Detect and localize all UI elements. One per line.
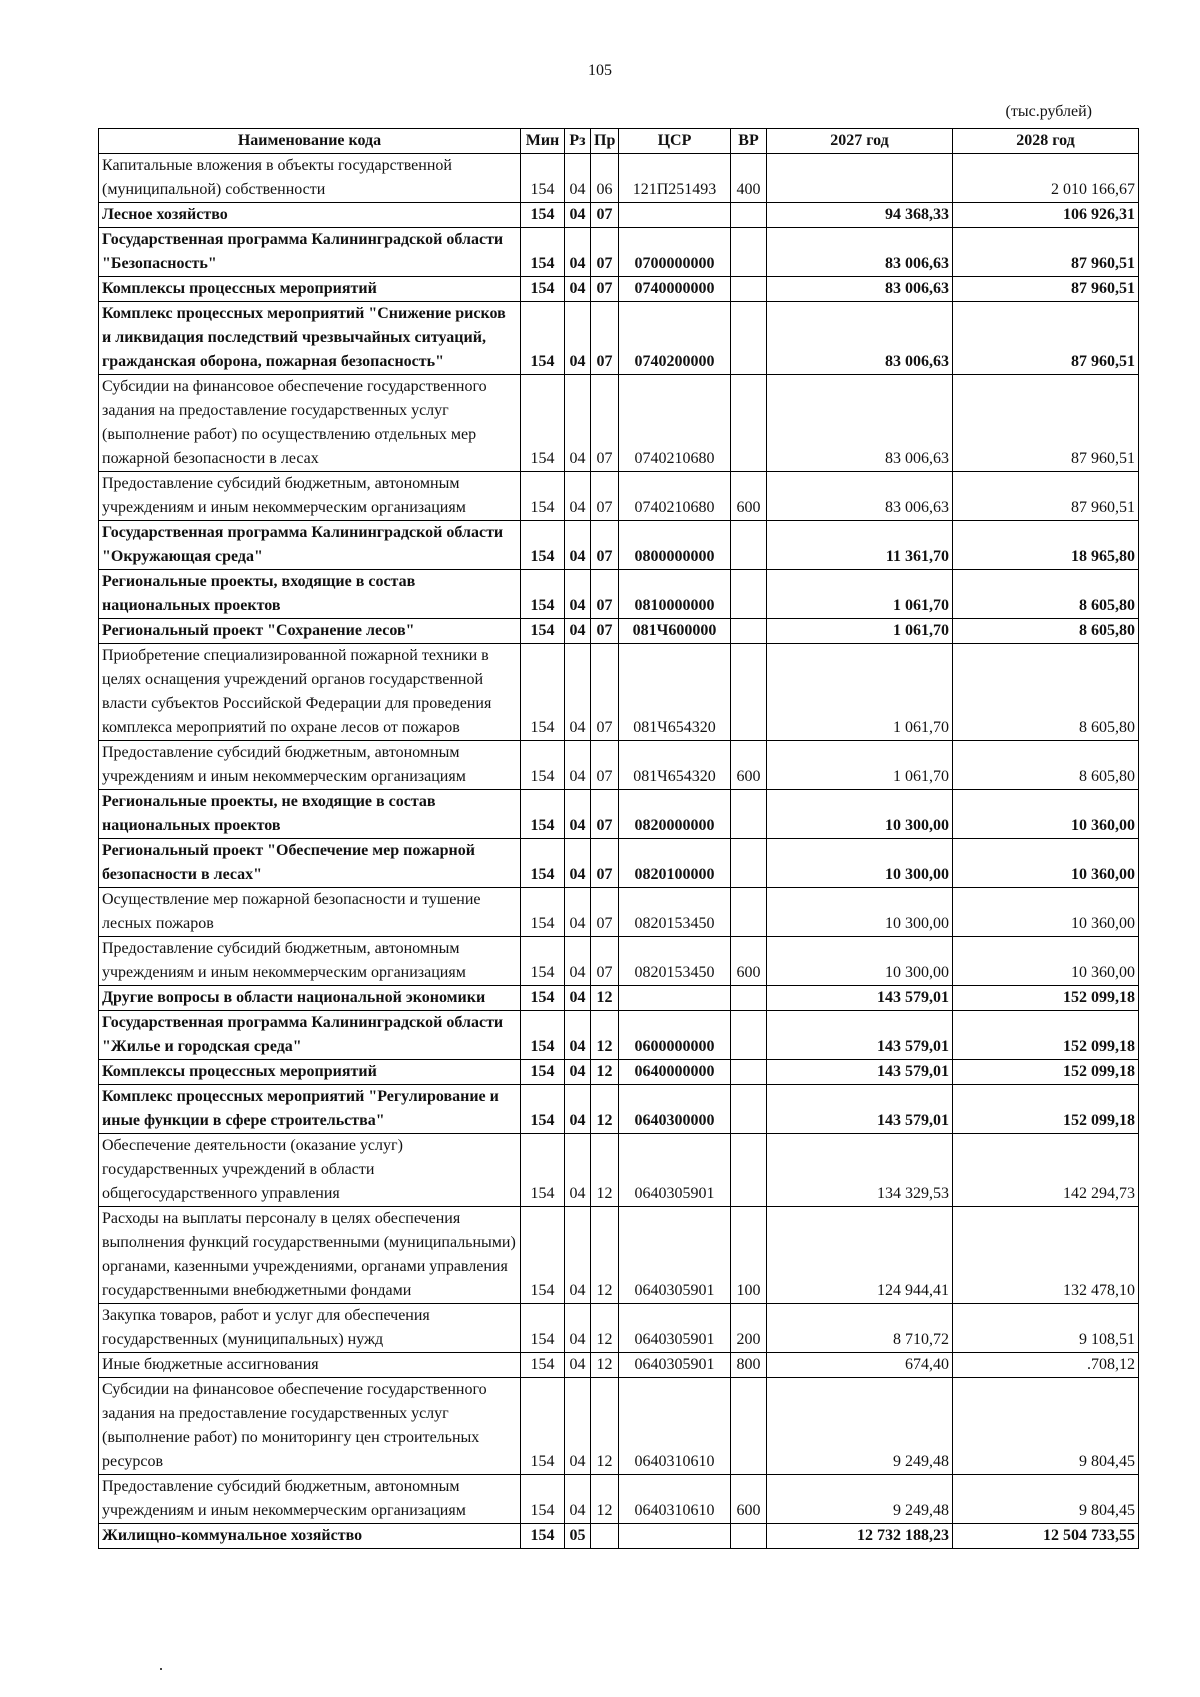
cell-name: Закупка товаров, работ и услуг для обеспечения государственных (муниципальных) нужд [99,1304,521,1353]
cell-2028: 87 960,51 [953,472,1139,521]
cell-min: 154 [521,790,565,839]
cell-2027: 143 579,01 [767,986,953,1011]
scan-dot [160,1668,162,1670]
cell-rz: 04 [565,277,591,302]
cell-pr: 07 [591,619,619,644]
cell-csr: 0640310610 [619,1378,731,1475]
cell-2028: 9 804,45 [953,1378,1139,1475]
cell-vr: 600 [731,472,767,521]
table-row [99,1524,1139,1549]
cell-csr [619,986,731,1011]
cell-pr: 12 [591,1085,619,1134]
cell-csr: 0640305901 [619,1353,731,1378]
cell-min: 154 [521,154,565,203]
cell-csr: 121П251493 [619,154,731,203]
cell-csr [619,203,731,228]
cell-rz: 04 [565,302,591,375]
cell-min: 154 [521,741,565,790]
cell-vr [731,1378,767,1475]
cell-name: Комплекс процессных мероприятий "Снижение рисков и ликвидация последствий чрезвычайных ситуаций, гражданская оборона, пожарная безопасность" [99,302,521,375]
cell-2028: 8 605,80 [953,644,1139,741]
table-row [99,1353,1139,1378]
cell-pr: 12 [591,986,619,1011]
table-row [99,228,1139,277]
cell-2027: 134 329,53 [767,1134,953,1207]
cell-vr [731,1060,767,1085]
cell-2027: 10 300,00 [767,839,953,888]
cell-rz: 04 [565,741,591,790]
cell-pr: 06 [591,154,619,203]
cell-2028: 18 965,80 [953,521,1139,570]
cell-rz: 04 [565,375,591,472]
cell-csr: 081Ч654320 [619,741,731,790]
cell-2027: 1 061,70 [767,644,953,741]
cell-vr: 800 [731,1353,767,1378]
table-row [99,1060,1139,1085]
cell-csr: 0640000000 [619,1060,731,1085]
cell-rz: 05 [565,1524,591,1549]
cell-vr: 200 [731,1304,767,1353]
cell-min: 154 [521,277,565,302]
cell-name: Комплекс процессных мероприятий "Регулирование и иные функции в сфере строительства" [99,1085,521,1134]
cell-rz: 04 [565,228,591,277]
cell-2027: 9 249,48 [767,1378,953,1475]
cell-vr [731,277,767,302]
cell-pr: 07 [591,302,619,375]
page-number: 105 [588,62,612,79]
units-label: (тыс.рублей) [1005,103,1092,120]
cell-rz: 04 [565,1304,591,1353]
cell-min: 154 [521,839,565,888]
cell-2028: 10 360,00 [953,888,1139,937]
cell-csr: 0600000000 [619,1011,731,1060]
cell-pr: 07 [591,888,619,937]
cell-vr: 600 [731,937,767,986]
cell-pr: 07 [591,277,619,302]
cell-vr [731,1134,767,1207]
cell-rz: 04 [565,203,591,228]
cell-2027: 143 579,01 [767,1011,953,1060]
cell-csr: 0740200000 [619,302,731,375]
cell-pr: 12 [591,1060,619,1085]
cell-vr [731,1524,767,1549]
cell-rz: 04 [565,790,591,839]
cell-2027: 124 944,41 [767,1207,953,1304]
table-row [99,741,1139,790]
cell-min: 154 [521,570,565,619]
cell-pr: 07 [591,741,619,790]
cell-2028: 10 360,00 [953,937,1139,986]
cell-csr: 0820100000 [619,839,731,888]
cell-name: Осуществление мер пожарной безопасности и тушение лесных пожаров [99,888,521,937]
cell-min: 154 [521,203,565,228]
cell-2027: 11 361,70 [767,521,953,570]
cell-name: Региональный проект "Обеспечение мер пожарной безопасности в лесах" [99,839,521,888]
cell-2027: 83 006,63 [767,472,953,521]
cell-name: Субсидии на финансовое обеспечение государственного задания на предоставление государственных услуг (выполнение работ) по осуществлению отдельных мер пожарной безопасности в лесах [99,375,521,472]
cell-2027: 1 061,70 [767,619,953,644]
cell-vr [731,1085,767,1134]
cell-pr: 07 [591,570,619,619]
cell-rz: 04 [565,1085,591,1134]
table-row [99,839,1139,888]
cell-min: 154 [521,986,565,1011]
cell-name: Региональные проекты, не входящие в состав национальных проектов [99,790,521,839]
cell-pr: 12 [591,1011,619,1060]
cell-2027: 143 579,01 [767,1085,953,1134]
table-row [99,1134,1139,1207]
table-row [99,1475,1139,1524]
cell-rz: 04 [565,1134,591,1207]
cell-rz: 04 [565,619,591,644]
cell-name: Региональные проекты, входящие в состав национальных проектов [99,570,521,619]
cell-csr: 0640305901 [619,1134,731,1207]
cell-min: 154 [521,1011,565,1060]
cell-pr [591,1524,619,1549]
cell-pr: 07 [591,472,619,521]
cell-rz: 04 [565,472,591,521]
cell-2027: 83 006,63 [767,302,953,375]
cell-pr: 07 [591,375,619,472]
table-row [99,570,1139,619]
cell-csr [619,1524,731,1549]
cell-2027 [767,154,953,203]
budget-table [98,128,1139,1549]
table-row [99,375,1139,472]
cell-rz: 04 [565,1353,591,1378]
cell-2028: .708,12 [953,1353,1139,1378]
cell-vr [731,790,767,839]
cell-pr: 12 [591,1378,619,1475]
cell-name: Предоставление субсидий бюджетным, автономным учреждениям и иным некоммерческим организациям [99,937,521,986]
cell-name: Предоставление субсидий бюджетным, автономным учреждениям и иным некоммерческим организациям [99,1475,521,1524]
table-row [99,1304,1139,1353]
cell-csr: 0820153450 [619,937,731,986]
cell-csr: 0810000000 [619,570,731,619]
cell-min: 154 [521,1475,565,1524]
cell-2027: 83 006,63 [767,277,953,302]
cell-min: 154 [521,1134,565,1207]
cell-min: 154 [521,1304,565,1353]
cell-min: 154 [521,937,565,986]
cell-vr [731,302,767,375]
cell-2028: 132 478,10 [953,1207,1139,1304]
cell-2028: 8 605,80 [953,619,1139,644]
table-row [99,619,1139,644]
cell-2028: 87 960,51 [953,277,1139,302]
cell-pr: 07 [591,790,619,839]
cell-rz: 04 [565,1060,591,1085]
cell-2027: 10 300,00 [767,888,953,937]
cell-rz: 04 [565,1475,591,1524]
cell-vr [731,228,767,277]
header-csr: ЦСР [619,129,731,154]
header-vr: ВР [731,129,767,154]
cell-vr [731,986,767,1011]
cell-name: Государственная программа Калининградской области "Жилье и городская среда" [99,1011,521,1060]
cell-pr: 12 [591,1134,619,1207]
cell-2028: 142 294,73 [953,1134,1139,1207]
cell-2027: 12 732 188,23 [767,1524,953,1549]
cell-2028: 9 804,45 [953,1475,1139,1524]
cell-csr: 0640300000 [619,1085,731,1134]
cell-vr [731,570,767,619]
header-pr: Пр [591,129,619,154]
cell-pr: 07 [591,937,619,986]
cell-pr: 12 [591,1475,619,1524]
cell-min: 154 [521,228,565,277]
cell-csr: 0640305901 [619,1304,731,1353]
cell-2028: 152 099,18 [953,1011,1139,1060]
cell-min: 154 [521,521,565,570]
cell-csr: 0820153450 [619,888,731,937]
cell-2028: 10 360,00 [953,790,1139,839]
cell-vr [731,203,767,228]
cell-min: 154 [521,619,565,644]
cell-name: Лесное хозяйство [99,203,521,228]
table-header-row [99,129,1139,154]
cell-vr: 600 [731,741,767,790]
table-row [99,888,1139,937]
cell-rz: 04 [565,521,591,570]
cell-csr: 081Ч600000 [619,619,731,644]
table-row [99,302,1139,375]
cell-name: Государственная программа Калининградской области "Окружающая среда" [99,521,521,570]
cell-2028: 152 099,18 [953,1060,1139,1085]
cell-pr: 07 [591,228,619,277]
cell-csr: 0820000000 [619,790,731,839]
cell-csr: 0740210680 [619,472,731,521]
cell-2027: 674,40 [767,1353,953,1378]
cell-csr: 0640305901 [619,1207,731,1304]
cell-name: Расходы на выплаты персоналу в целях обеспечения выполнения функций государственными (муниципальными) органами, казенными учреждениями, органами управления государственными внебюджетными фондами [99,1207,521,1304]
header-rz: Рз [565,129,591,154]
cell-2028: 87 960,51 [953,302,1139,375]
cell-name: Комплексы процессных мероприятий [99,1060,521,1085]
cell-vr [731,619,767,644]
cell-vr: 100 [731,1207,767,1304]
table-row [99,203,1139,228]
cell-pr: 12 [591,1353,619,1378]
cell-2027: 9 249,48 [767,1475,953,1524]
cell-name: Предоставление субсидий бюджетным, автономным учреждениям и иным некоммерческим организациям [99,472,521,521]
cell-pr: 07 [591,839,619,888]
cell-name: Комплексы процессных мероприятий [99,277,521,302]
cell-vr [731,521,767,570]
cell-vr [731,888,767,937]
cell-2028: 2 010 166,67 [953,154,1139,203]
table-row [99,644,1139,741]
cell-pr: 12 [591,1207,619,1304]
cell-name: Капитальные вложения в объекты государственной (муниципальной) собственности [99,154,521,203]
cell-pr: 07 [591,644,619,741]
cell-rz: 04 [565,937,591,986]
cell-csr: 0640310610 [619,1475,731,1524]
cell-name: Субсидии на финансовое обеспечение государственного задания на предоставление государственных услуг (выполнение работ) по мониторингу цен строительных ресурсов [99,1378,521,1475]
cell-min: 154 [521,1085,565,1134]
cell-rz: 04 [565,1011,591,1060]
cell-name: Региональный проект "Сохранение лесов" [99,619,521,644]
cell-min: 154 [521,644,565,741]
table-row [99,986,1139,1011]
cell-2028: 8 605,80 [953,741,1139,790]
cell-min: 154 [521,888,565,937]
table-row [99,1378,1139,1475]
table-row [99,1011,1139,1060]
cell-2028: 152 099,18 [953,1085,1139,1134]
cell-csr: 0740210680 [619,375,731,472]
cell-2027: 1 061,70 [767,741,953,790]
cell-min: 154 [521,1524,565,1549]
cell-rz: 04 [565,1378,591,1475]
header-name: Наименование кода [99,129,521,154]
cell-name: Другие вопросы в области национальной экономики [99,986,521,1011]
table-row [99,937,1139,986]
cell-csr: 0700000000 [619,228,731,277]
cell-min: 154 [521,1060,565,1085]
cell-min: 154 [521,1353,565,1378]
cell-pr: 07 [591,203,619,228]
table-row [99,1085,1139,1134]
cell-2028: 10 360,00 [953,839,1139,888]
cell-name: Государственная программа Калининградской области "Безопасность" [99,228,521,277]
cell-name: Иные бюджетные ассигнования [99,1353,521,1378]
cell-rz: 04 [565,644,591,741]
cell-pr: 07 [591,521,619,570]
cell-2027: 10 300,00 [767,937,953,986]
cell-vr [731,644,767,741]
cell-csr: 081Ч654320 [619,644,731,741]
header-2027: 2027 год [767,129,953,154]
cell-csr: 0740000000 [619,277,731,302]
table-row [99,277,1139,302]
cell-vr [731,1011,767,1060]
cell-2028: 87 960,51 [953,228,1139,277]
cell-2028: 9 108,51 [953,1304,1139,1353]
cell-min: 154 [521,1207,565,1304]
cell-2027: 94 368,33 [767,203,953,228]
table-row [99,1207,1139,1304]
cell-2027: 83 006,63 [767,375,953,472]
cell-vr [731,375,767,472]
cell-name: Предоставление субсидий бюджетным, автономным учреждениям и иным некоммерческим организациям [99,741,521,790]
cell-vr: 400 [731,154,767,203]
cell-2027: 8 710,72 [767,1304,953,1353]
cell-2028: 106 926,31 [953,203,1139,228]
table-row [99,154,1139,203]
cell-rz: 04 [565,888,591,937]
table-row [99,472,1139,521]
cell-2028: 12 504 733,55 [953,1524,1139,1549]
table-row [99,790,1139,839]
cell-name: Жилищно-коммунальное хозяйство [99,1524,521,1549]
header-2028: 2028 год [953,129,1139,154]
cell-csr: 0800000000 [619,521,731,570]
cell-min: 154 [521,472,565,521]
cell-pr: 12 [591,1304,619,1353]
cell-rz: 04 [565,839,591,888]
cell-min: 154 [521,302,565,375]
cell-name: Обеспечение деятельности (оказание услуг) государственных учреждений в области общегосударственного управления [99,1134,521,1207]
cell-2028: 152 099,18 [953,986,1139,1011]
table-row [99,521,1139,570]
cell-vr: 600 [731,1475,767,1524]
cell-min: 154 [521,1378,565,1475]
cell-name: Приобретение специализированной пожарной техники в целях оснащения учреждений органов государственной власти субъектов Российской Федерации для проведения комплекса мероприятий по охране лесов от пожаров [99,644,521,741]
cell-vr [731,839,767,888]
cell-2027: 10 300,00 [767,790,953,839]
cell-min: 154 [521,375,565,472]
cell-2027: 143 579,01 [767,1060,953,1085]
cell-2027: 83 006,63 [767,228,953,277]
cell-rz: 04 [565,986,591,1011]
header-min: Мин [521,129,565,154]
cell-rz: 04 [565,570,591,619]
cell-rz: 04 [565,154,591,203]
cell-rz: 04 [565,1207,591,1304]
cell-2028: 8 605,80 [953,570,1139,619]
cell-2028: 87 960,51 [953,375,1139,472]
cell-2027: 1 061,70 [767,570,953,619]
